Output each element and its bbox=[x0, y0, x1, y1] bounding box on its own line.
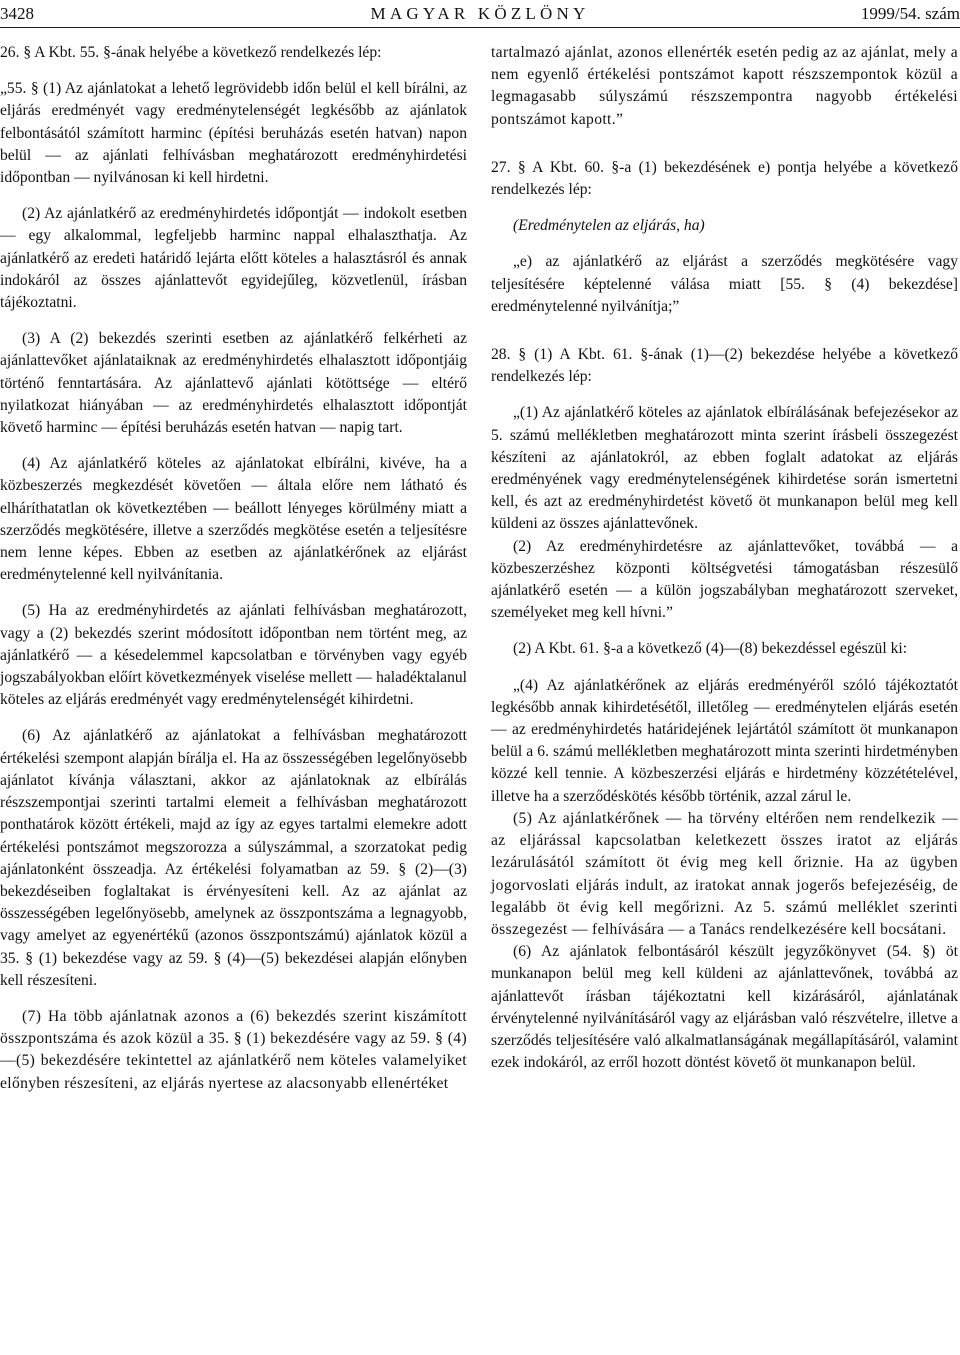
paragraph-55-4: (4) Az ajánlatkérő köteles az ajánlatokat elbírálni, kivéve, ha a közbeszerzés megkezdését követően — általa előre nem látható és elháríthatatlan ok következtében — beállott lényeges körülmény miatt a szerződés megkötésére, illetve a szerződés megkötése esetén a teljesítésre nem lenne képes. Ebben az esetben az ajánlatkérőnek az eljárást eredménytelenné kell nyilvánítania. bbox=[0, 455, 467, 584]
section-28-intro: 28. § (1) A Kbt. 61. §-ának (1)—(2) bekezdése helyébe a következő rendelkezés lép: bbox=[491, 346, 958, 386]
issue-number: 1999/54. szám bbox=[860, 4, 960, 23]
right-column bbox=[491, 42, 958, 1074]
section-27-intro: 27. § A Kbt. 60. §-a (1) bekezdésének e) pontja helyébe a következő rendelkezés lép: bbox=[491, 158, 958, 199]
paragraph-55-6: (6) Az ajánlatkérő az ajánlatokat a felhívásban meghatározott értékelési szempont alapján bírálja el. Ha az összességében legelőnyösebb ajánlatot kívánja választani, akkor az ajánlatoknak az elbírálás részszempontjai szerinti tartalmi elemeit a felhívásban meghatározott ponthatárok között értékeli, majd az így az egyes tartalmi elemekre adott értékelési pontszámot megszorozza a súlyszámmal, a szorzatokat pedig ajánlatonként összeadja. Az értékelési folyamatban az 59. § (2)—(3) bekezdéseiben foglaltakat is érvényesíteni kell. Az az ajánlat az összességében legelőnyösebb, amelynek az összpontszáma a legnagyobb, vagy amelyet az egyenértékű (azonos összpontszámú) ajánlatok közül a 35. § (1) bekezdése vagy az 59. § (4)—(5) bekezdései alapján előnyben kell részesíteni. bbox=[0, 727, 467, 989]
paragraph-61-1: „(1) Az ajánlatkérő köteles az ajánlatok elbírálásának befejezésekor az 5. számú mellékletben meghatározott minta szerint írásbeli összegezést készíteni az ajánlatokról, az ebben foglalt adatokat az eljárás eredményének vagy eredménytelenségének kihirdetése során ismertetni kell, és azt az eredményhirdetést követő öt munkanapon belül meg kell küldeni az összes ajánlattevőnek. bbox=[491, 404, 958, 533]
section-27-context: (Eredménytelen az eljárás, ha) bbox=[513, 217, 705, 235]
page-header bbox=[0, 0, 960, 30]
paragraph-55-7: (7) Ha több ajánlatnak azonos a (6) bekezdés szerint kiszámított összpontszáma és azok közül a 35. § (1) bekezdésére vagy az 59. § (4)—(5) bekezdésére tekintettel az ajánlatkérő nem köteles valamelyiket előnyben részesíteni, az eljárás nyertese az alacsonyabb ellenértéket bbox=[0, 1007, 467, 1092]
page-number: 3428 bbox=[0, 4, 34, 23]
paragraph-55-5: (5) Ha az eredményhirdetés az ajánlati felhívásban meghatározott, vagy a (2) bekezdés szerint módosított időpontban nem történt meg, az ajánlatkérő — a késedelemmel kapcsolatban e törvényben vagy egyéb jogszabályokban előírt következmények viselése mellett — haladéktalanul köteles az eljárás eredményét vagy eredménytelenségét kihirdetni. bbox=[0, 602, 467, 709]
paragraph-55-3: (3) A (2) bekezdés szerinti esetben az ajánlatkérő felkérheti az ajánlattevőket ajánlataiknak az eredményhirdetés elhalasztott időpontjáig történő fenntartására. Az ajánlattevő ajánlati kötöttsége — eltérő nyilatkozat hiányában — az eredményhirdetés elhalasztott időpontját követő harminc — építési beruházás esetén hatvan — napig tart. bbox=[0, 330, 467, 437]
section-26-intro: 26. § A Kbt. 55. §-ának helyébe a következő rendelkezés lép: bbox=[0, 44, 382, 61]
paragraph-55-2: (2) Az ajánlatkérő az eredményhirdetés időpontját — indokolt esetben — egy alkalommal, legfeljebb harminc nappal elhalaszthatja. Az ajánlatkérő az eredeti határidő lejárta előtt köteles a halasztásról és annak indokáról az összes ajánlattevőt egyidejűleg, közvetlenül, írásban tájékoztatni. bbox=[0, 205, 467, 312]
journal-title: MAGYAR KÖZLÖNY bbox=[370, 4, 590, 23]
section-28-2-intro: (2) A Kbt. 61. §-a a következő (4)—(8) bekezdéssel egészül ki: bbox=[513, 640, 908, 658]
section-27-point-e: „e) az ajánlatkérő az eljárást a szerződés megkötésére vagy teljesítésére képtelenné válása miatt [55. § (4) bekezdése] eredménytelenné nyilvánítja;” bbox=[491, 253, 958, 315]
paragraph-continuation: tartalmazó ajánlat, azonos ellenérték esetén pedig az az ajánlat, mely a nem egyenlő értékelési pontszámot kapott részszempontok közül a legmagasabb súlyszámú részszempontra nagyobb értékelési pontszámot kapott.” bbox=[491, 44, 958, 128]
left-column bbox=[0, 42, 467, 1095]
paragraph-61-5: (5) Az ajánlatkérőnek — ha törvény eltérően nem rendelkezik — az eljárással kapcsolatban keletkezett összes iratot az eljárás lezárulásától számított öt évig meg kell őriznie. Ha az ügyben jogorvoslati eljárás indult, az iratokat annak jogerős befejezéséig, de legalább öt évig kell megőrizni. Az 5. számú melléklet szerinti összegezést — felhívására — a Tanács rendelkezésére kell bocsátani. bbox=[491, 809, 958, 938]
header-rule bbox=[0, 27, 960, 28]
paragraph-61-2: (2) Az eredményhirdetésre az ajánlattevőket, továbbá — a közbeszerzéshez központi költségvetési támogatásban részesülő ajánlatkérő esetén — a külön jogszabályban meghatározott szerveket, személyeket meg kell hívni.” bbox=[491, 537, 958, 622]
paragraph-61-6: (6) Az ajánlatok felbontásáról készült jegyzőkönyvet (54. §) öt munkanapon belül meg kell küldeni az ajánlattevőnek, továbbá az ajánlattevőt írásban tájékoztatni kell kizárásáról, ajánlatának érvénytelenné nyilvánításáról vagy az eljárásban való részvételre, illetve a szerződés teljesítésére való alkalmatlanságának megállapításáról, valamint ezek indokáról, az erről hozott döntést követő öt munkanapon belül. bbox=[491, 943, 958, 1072]
paragraph-61-4: „(4) Az ajánlatkérőnek az eljárás eredményéről szóló tájékoztatót legkésőbb annak kihirdetésétől, illetőleg — eredménytelen eljárás esetén — az eredményhirdetés határidejének lejártától számított öt munkanapon belül a 6. számú mellékletben meghatározott minta szerinti hirdetményben közzé kell tennie. A közbeszerzési eljárás e hirdetmény közzétételével, illetve ha a szerződéskötés később történik, azzal zárul le. bbox=[491, 676, 958, 805]
paragraph-55-1: „55. § (1) Az ajánlatokat a lehető legrövidebb időn belül el kell bírálni, az eljárás eredményét vagy eredménytelenségét legkésőbb az ajánlatok felbontásától számított harminc (építési beruházás esetén hatvan) napon belül — az ajánlati felhívásban meghatározott eredményhirdetési időpontban — nyilvánosan ki kell hirdetni. bbox=[0, 80, 467, 187]
